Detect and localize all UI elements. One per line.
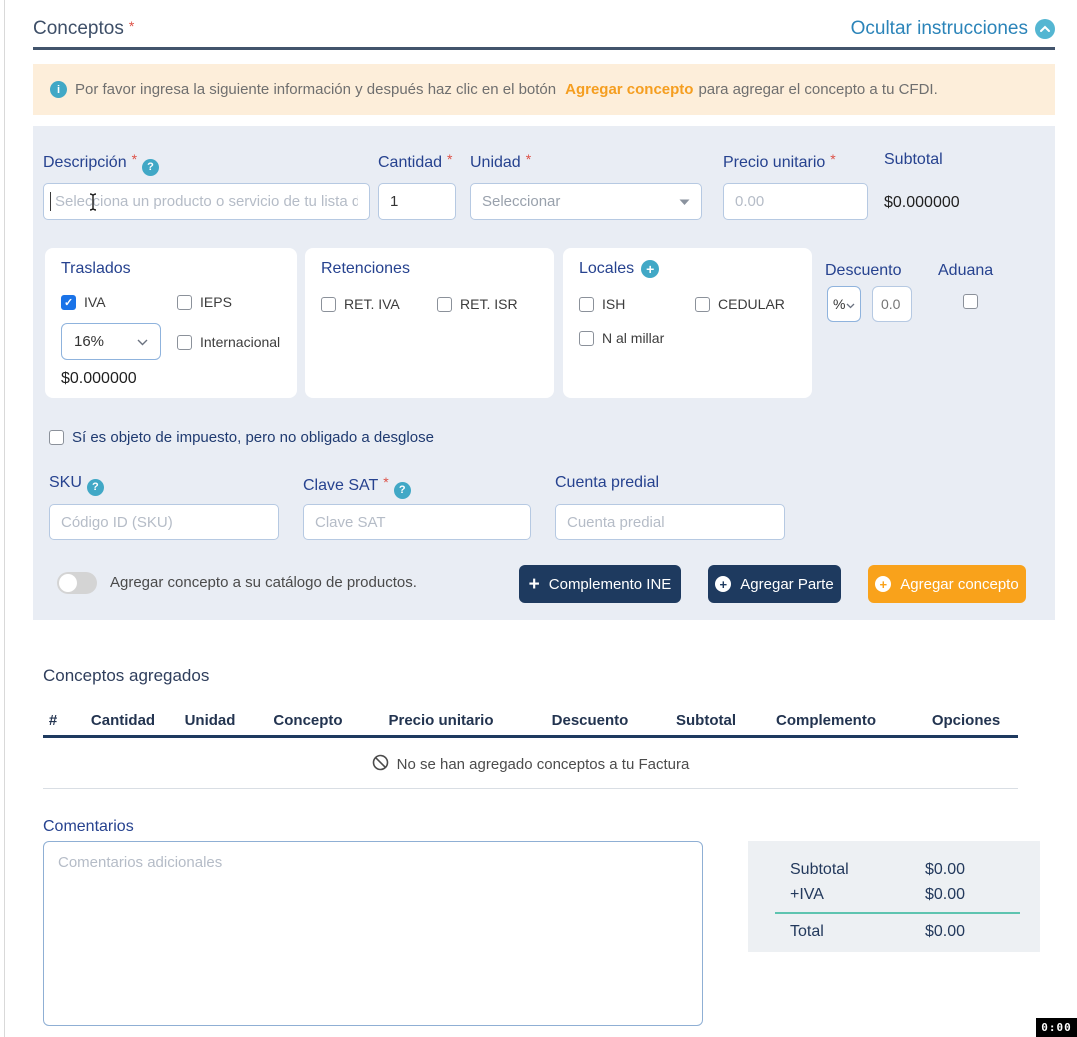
traslados-amount: $0.000000	[61, 370, 137, 387]
complemento-ine-button[interactable]: + Complemento INE	[519, 565, 681, 603]
required-asterisk: *	[830, 151, 836, 167]
instructions-banner	[33, 64, 1055, 115]
page-title	[33, 18, 134, 40]
empty-message: No se han agregado conceptos a tu Factura	[396, 756, 690, 773]
recording-timer-badge: 0:00	[1036, 1018, 1077, 1037]
ieps-checkbox[interactable]: IEPS	[177, 294, 232, 310]
descuento-unit-select[interactable]	[827, 286, 861, 322]
iva-checkbox[interactable]: ✓ IVA	[61, 294, 106, 310]
precio-unitario-label: Precio unitario *	[723, 151, 836, 171]
subtotal-row: Subtotal $0.00	[790, 860, 965, 878]
help-icon[interactable]: ?	[394, 482, 411, 499]
clave-sat-label: Clave SAT * ?	[303, 474, 411, 499]
chevron-down-icon	[137, 333, 148, 350]
iva-row: +IVA $0.00	[790, 885, 965, 903]
agregar-parte-button[interactable]: + Agregar Parte	[708, 565, 841, 603]
cuenta-predial-label: Cuenta predial	[555, 474, 660, 491]
n-al-millar-checkbox[interactable]: N al millar	[579, 330, 664, 346]
iva-rate-value: 16%	[74, 333, 105, 350]
info-icon: i	[50, 81, 67, 98]
help-icon[interactable]: ?	[87, 479, 104, 496]
internacional-checkbox[interactable]: Internacional	[177, 334, 280, 350]
cantidad-input[interactable]	[378, 183, 456, 220]
cuenta-predial-input[interactable]	[555, 504, 785, 540]
hide-instructions-link[interactable]	[851, 18, 1055, 40]
descuento-unit-value: %	[833, 296, 846, 312]
traslados-card	[45, 248, 297, 398]
col-unidad: Unidad	[184, 712, 236, 729]
checkbox-icon[interactable]	[49, 430, 64, 445]
dropdown-arrow-icon	[679, 193, 690, 210]
checkbox-icon[interactable]	[579, 331, 594, 346]
descuento-label: Descuento	[825, 262, 902, 279]
ret-isr-checkbox[interactable]: RET. ISR	[437, 296, 518, 312]
catalog-toggle-label: Agregar concepto a su catálogo de productos.	[110, 574, 417, 591]
descripcion-input[interactable]	[43, 183, 370, 220]
banner-text-before: Por favor ingresa la siguiente información y después haz clic en el botón	[75, 81, 557, 98]
toggle-knob[interactable]	[59, 574, 77, 592]
required-asterisk: *	[447, 151, 453, 167]
locales-title: Locales +	[579, 260, 659, 278]
required-asterisk: *	[131, 151, 138, 167]
checkbox-icon[interactable]	[695, 297, 710, 312]
checkbox-icon[interactable]	[321, 297, 336, 312]
objeto-impuesto-checkbox[interactable]: Sí es objeto de impuesto, pero no obligado a desglose	[49, 429, 434, 446]
banner-highlight: Agregar concepto	[565, 81, 694, 98]
descripcion-label: Descripción * ?	[43, 151, 159, 176]
banner-text-after: para agregar el concepto a tu CFDI.	[698, 81, 938, 98]
unidad-selected-value: Seleccionar	[482, 193, 561, 210]
concepto-form-panel	[33, 126, 1055, 620]
conceptos-agregados-title: Conceptos agregados	[43, 666, 210, 685]
col-descuento: Descuento	[551, 712, 629, 729]
chevron-up-icon	[1035, 19, 1055, 39]
plus-circle-icon: +	[715, 576, 731, 592]
col-subtotal: Subtotal	[676, 712, 736, 729]
comentarios-label: Comentarios	[43, 818, 134, 835]
table-header-row	[43, 706, 1018, 738]
slashed-circle-icon	[372, 754, 389, 775]
catalog-toggle[interactable]	[57, 572, 97, 594]
plus-icon: +	[528, 573, 540, 595]
unidad-select[interactable]	[470, 183, 702, 220]
sku-input[interactable]	[49, 504, 279, 540]
ish-checkbox[interactable]: ISH	[579, 296, 625, 312]
traslados-title: Traslados	[61, 260, 131, 277]
chevron-down-icon	[846, 296, 855, 312]
checkbox-checked-icon[interactable]	[61, 295, 76, 310]
checkbox-icon[interactable]	[177, 295, 192, 310]
required-asterisk: *	[128, 18, 135, 34]
col-complemento: Complemento	[775, 712, 877, 729]
help-icon[interactable]: ?	[142, 159, 159, 176]
iva-rate-select[interactable]	[61, 323, 161, 360]
col-opciones: Opciones	[931, 712, 1001, 729]
plus-circle-icon[interactable]: +	[641, 260, 659, 278]
col-cantidad: Cantidad	[90, 712, 156, 729]
plus-circle-icon: +	[875, 576, 891, 592]
totals-summary	[748, 841, 1040, 952]
cantidad-label: Cantidad *	[378, 151, 453, 171]
subtotal-label: Subtotal	[884, 151, 943, 168]
locales-card	[563, 248, 812, 398]
checkbox-icon[interactable]	[177, 335, 192, 350]
retenciones-title: Retenciones	[321, 260, 410, 277]
unidad-label: Unidad *	[470, 151, 532, 171]
checkbox-icon[interactable]	[963, 294, 978, 309]
ret-iva-checkbox[interactable]: RET. IVA	[321, 296, 400, 312]
text-caret	[50, 192, 51, 211]
col-num: #	[48, 712, 58, 729]
required-asterisk: *	[525, 151, 532, 167]
header-divider	[33, 47, 1055, 50]
col-concepto: Concepto	[273, 712, 343, 729]
clave-sat-input[interactable]	[303, 504, 531, 540]
hide-instructions-label: Ocultar instrucciones	[850, 18, 1028, 39]
totals-divider	[775, 912, 1020, 914]
cedular-checkbox[interactable]: CEDULAR	[695, 296, 785, 312]
retenciones-card	[305, 248, 554, 398]
page-title-text: Conceptos	[33, 18, 124, 39]
checkbox-icon[interactable]	[579, 297, 594, 312]
descuento-input[interactable]	[872, 286, 912, 322]
subtotal-value: $0.000000	[884, 194, 960, 211]
sku-label: SKU ?	[49, 474, 104, 496]
empty-table-row	[43, 741, 1018, 789]
agregar-concepto-button[interactable]: + Agregar concepto	[868, 565, 1026, 603]
comentarios-textarea[interactable]	[43, 841, 703, 1026]
checkbox-icon[interactable]	[437, 297, 452, 312]
precio-unitario-input[interactable]	[723, 183, 868, 220]
total-row: Total $0.00	[790, 922, 965, 940]
aduana-checkbox[interactable]	[963, 294, 978, 309]
col-precio: Precio unitario	[388, 712, 494, 729]
required-asterisk: *	[383, 474, 389, 490]
window-edge	[4, 0, 5, 1037]
aduana-label: Aduana	[938, 262, 994, 279]
